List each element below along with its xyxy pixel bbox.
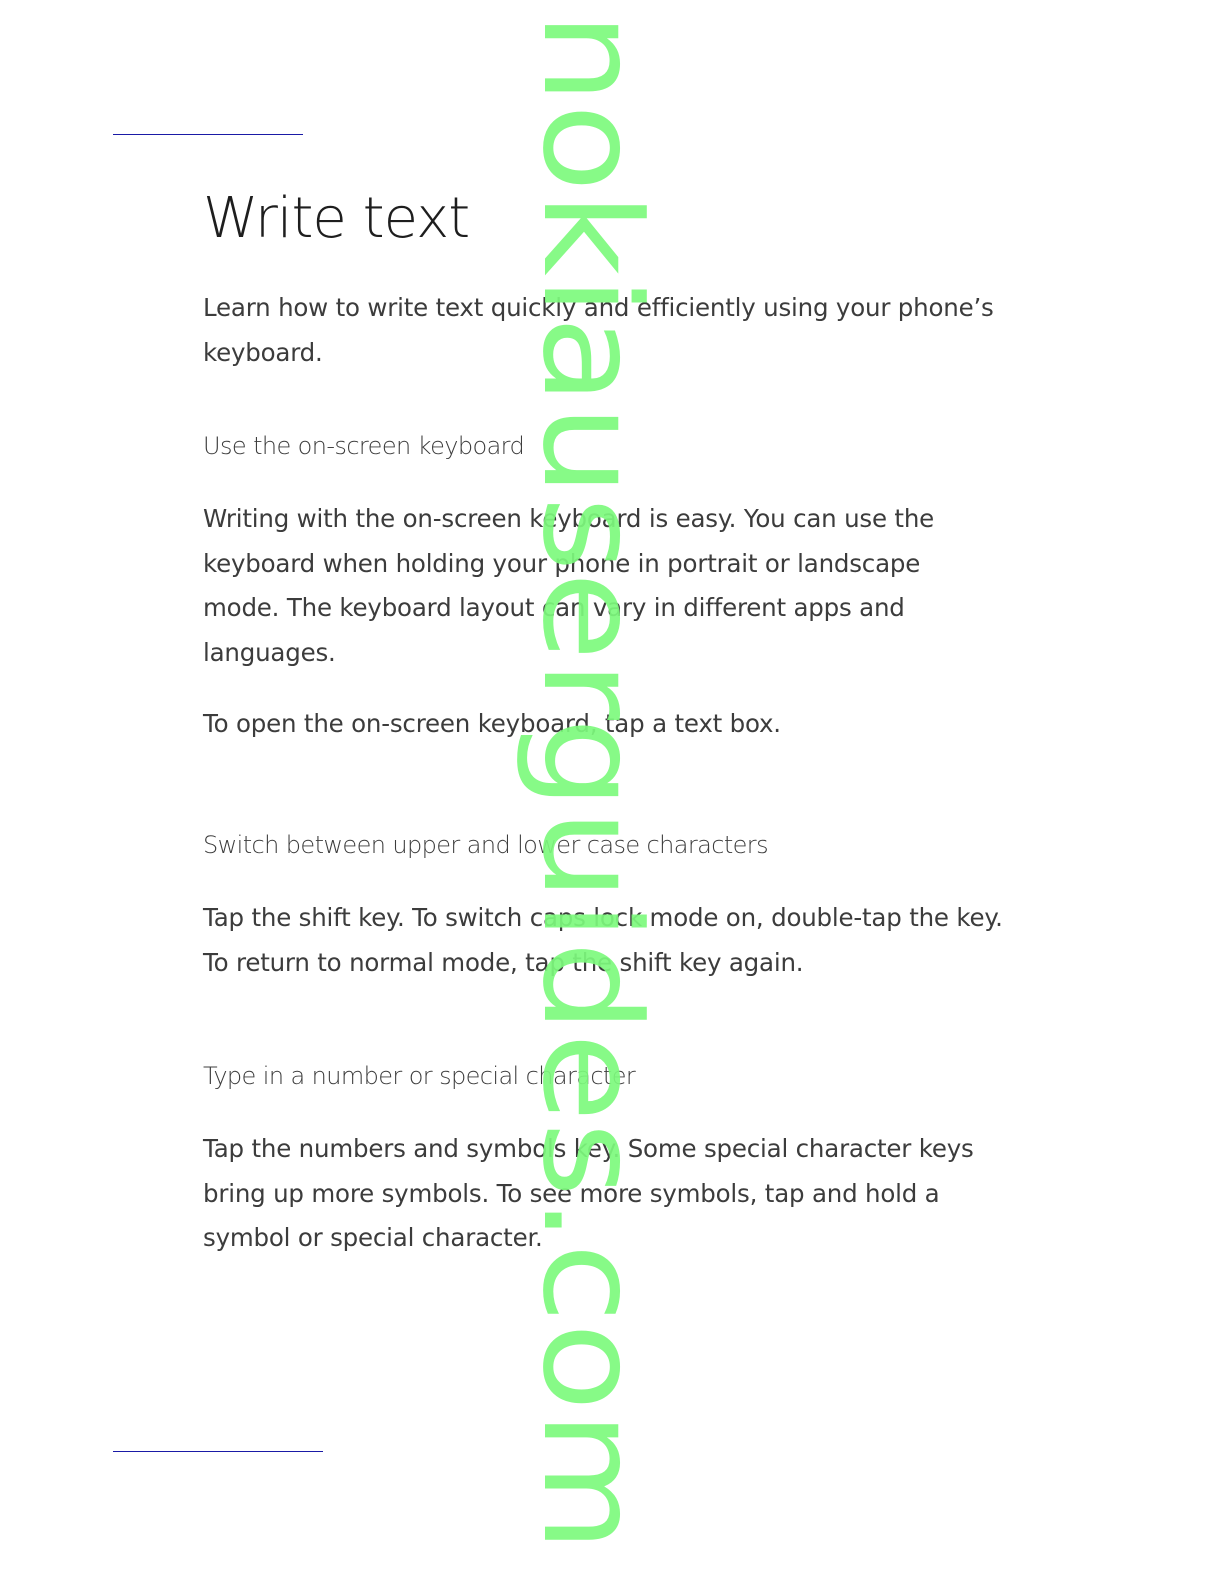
page-title: Write text	[203, 186, 470, 251]
bottom-divider-rule	[113, 1451, 323, 1452]
section-paragraph-shift-key: Tap the shift key. To switch caps lock mode on, double-tap the key. To return to normal mode, tap the shift key again.	[203, 903, 1003, 977]
section-paragraph-open-keyboard: To open the on-screen keyboard, tap a text box.	[203, 709, 781, 738]
section-heading-on-screen-keyboard: Use the on-screen keyboard	[203, 432, 525, 460]
section-heading-number-special-character: Type in a number or special character	[203, 1062, 636, 1090]
watermark-text: nokiauserguides.com	[513, 12, 669, 1440]
intro-paragraph: Learn how to write text quickly and efficiently using your phone’s keyboard.	[203, 293, 994, 367]
section-paragraph-symbols-key: Tap the numbers and symbols key. Some special character keys bring up more symbols. To see more symbols, tap and hold a symbol or special character.	[203, 1134, 974, 1252]
section-paragraph-keyboard-usage: Writing with the on-screen keyboard is easy. You can use the keyboard when holding your phone in portrait or landscape mode. The keyboard layout can vary in different apps and languages.	[203, 504, 935, 667]
section-heading-upper-lower-case: Switch between upper and lower case characters	[203, 831, 768, 859]
top-divider-rule	[113, 134, 303, 135]
